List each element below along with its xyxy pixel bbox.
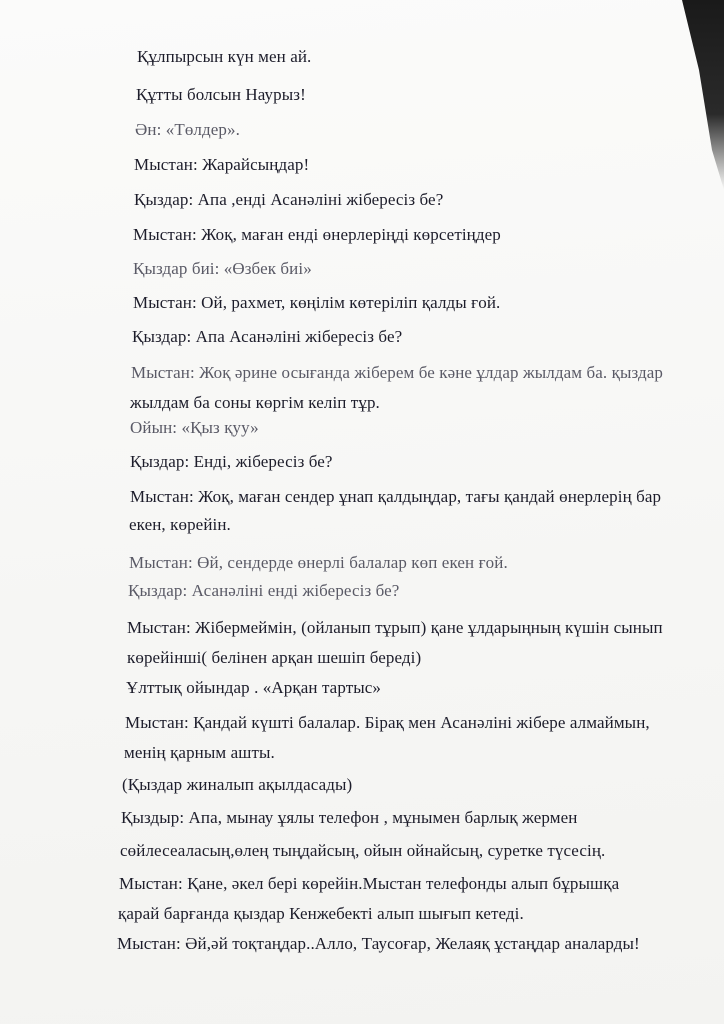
text-line: Қыздыр: Апа, мынау ұялы телефон , мұнымен барлық жермен [121,808,578,827]
text-line: Мыстан: Әй,әй тоқтаңдар..Алло, Таусоғар, Желаяқ ұстаңдар аналарды! [117,934,640,953]
text-line: Қыздар: Енді, жібересіз бе? [130,452,333,471]
text-line: Құтты болсын Наурыз! [136,85,306,104]
text-line: менің қарным ашты. [124,743,275,762]
text-line: Мыстан: Қандай күшті балалар. Бірақ мен Асанәліні жібере алмаймын, [125,713,650,732]
text-line: Ән: «Төлдер». [135,120,240,139]
text-line: сөйлесеаласың,өлең тыңдайсың, ойын ойнайсың, суретке түсесің. [120,841,606,860]
text-line: Мыстан: Жоқ, маған енді өнерлеріңді көрсетіңдер [133,225,501,244]
text-line: Қыздар: Апа ,енді Асанәліні жібересіз бе? [134,190,444,209]
text-line: Мыстан: Жоқ, маған сендер ұнап қалдыңдар, тағы қандай өнерлерің бар [130,487,662,506]
text-line: Мыстан: Жарайсыңдар! [134,155,310,174]
text-line: Мыстан: Жібермеймін, (ойланып тұрып) қане ұлдарыңның күшін сынып [127,618,663,637]
text-line: Қыздар: Асанәліні енді жібересіз бе? [128,581,400,600]
text-line: (Қыздар жиналып ақылдасады) [122,775,353,794]
text-line: Құлпырсын күн мен ай. [137,47,312,66]
text-line: Мыстан: Ой, рахмет, көңілім көтеріліп қалды ғой. [133,293,501,312]
text-line: Қыздар: Апа Асанәліні жібересіз бе? [132,327,403,346]
text-line: Мыстан: Жоқ әрине осығанда жіберем бе кәне ұлдар жылдам ба. қыздар [131,363,663,382]
text-line: Қыздар биі: «Өзбек биі» [133,259,312,278]
text-line: Ойын: «Қыз қуу» [130,418,259,437]
text-line: Мыстан: Қане, әкел бері көрейін.Мыстан телефонды алып бұрышқа [119,874,620,893]
text-line: Ұлттық ойындар . «Арқан тартыс» [126,678,381,697]
text-line: Мыстан: Өй, сендерде өнерлі балалар көп екен ғой. [129,553,508,572]
text-line: қарай барғанда қыздар Кенжебекті алып шығып кетеді. [118,904,524,923]
text-line: жылдам ба соны көргім келіп тұр. [130,393,380,412]
text-line: екен, көрейін. [129,515,231,534]
text-line: көрейінші( белінен арқан шешіп береді) [127,648,422,667]
